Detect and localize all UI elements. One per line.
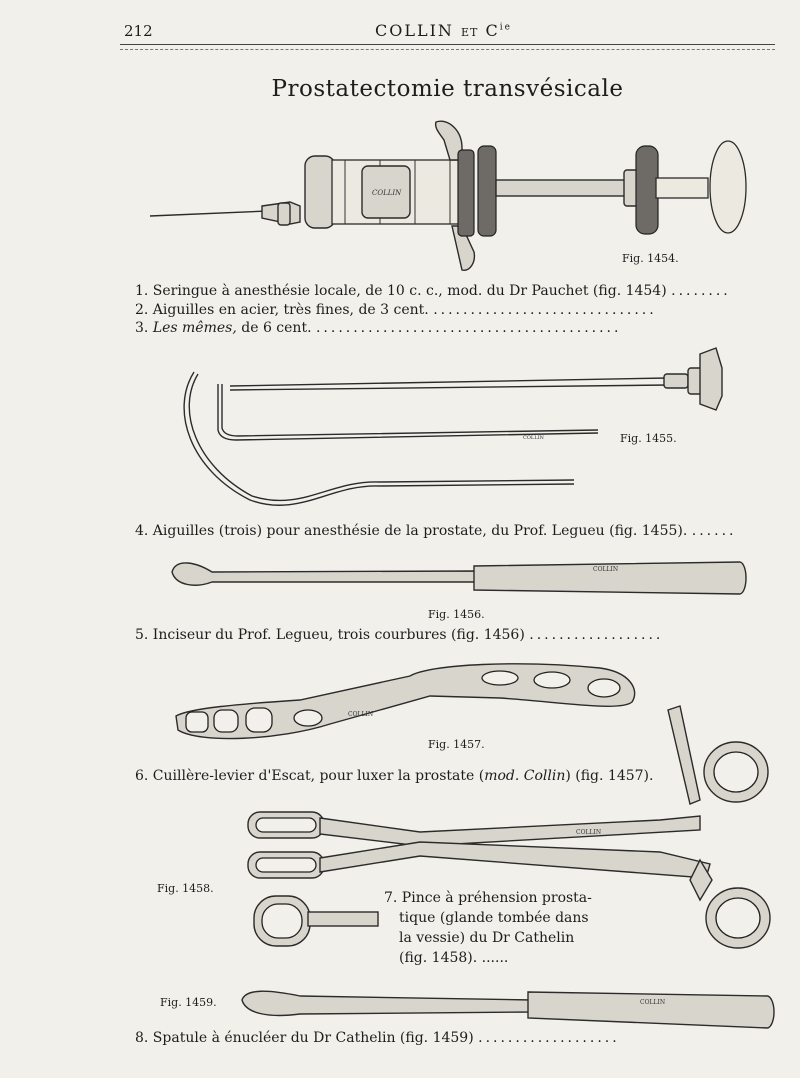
fig-1459-label: Fig. 1459. <box>160 996 217 1009</box>
item-5-text: 5. Inciseur du Prof. Legueu, trois courbures (fig. 1456) <box>135 627 525 643</box>
fig-1457-label: Fig. 1457. <box>428 738 485 751</box>
item-6-text-a: 6. Cuillère-levier d'Escat, pour luxer la prostate ( <box>135 768 485 784</box>
fig-1456-label: Fig. 1456. <box>428 608 485 621</box>
publisher-name: COLLIN <box>375 21 454 40</box>
item-7-line-4-text: (fig. 1458). <box>399 950 478 966</box>
item-7-line-3: la vessie) du Dr Cathelin <box>399 930 575 946</box>
item-4 <box>135 523 736 539</box>
publisher-co: C <box>485 21 500 40</box>
syringe-illustration <box>150 121 746 270</box>
syringe-mark: COLLIN <box>372 189 402 197</box>
item-7-line-4 <box>384 948 592 968</box>
spoon-mark: COLLIN <box>348 711 374 718</box>
fig-1455-label: Fig. 1455. <box>620 432 677 445</box>
forceps-mark: COLLIN <box>576 829 602 836</box>
item-2 <box>135 302 657 318</box>
spatula-illustration <box>242 991 774 1028</box>
item-5 <box>135 627 663 643</box>
item-7 <box>384 888 592 968</box>
item-3-num: 3. <box>135 320 149 336</box>
item-7-leader: ...... <box>481 950 509 966</box>
item-7-line-2: tique (glande tombée dans <box>399 910 589 926</box>
item-8-text: 8. Spatule à énucléer du Dr Cathelin (fig. 1459) <box>135 1030 474 1046</box>
item-8-leader: ................... <box>478 1030 620 1046</box>
page-title: Prostatectomie transvésicale <box>271 76 624 102</box>
item-6-em: mod. Collin <box>484 768 566 784</box>
publisher-co-sup: ie <box>499 22 512 33</box>
needle-mark: COLLIN <box>523 435 544 441</box>
item-6 <box>135 768 653 784</box>
fig-1458-label: Fig. 1458. <box>157 882 214 895</box>
spoon-lever-illustration <box>176 664 635 739</box>
item-2-leader: .............................. <box>433 302 657 318</box>
item-1 <box>135 283 731 299</box>
incisor-illustration <box>172 562 746 594</box>
item-3-em: Les mêmes, <box>152 320 237 336</box>
item-8 <box>135 1030 620 1046</box>
item-3-rest: de 6 cent. <box>241 320 312 336</box>
needles-illustration <box>184 348 722 505</box>
item-1-text: 1. Seringue à anesthésie locale, de 10 c. c., mod. du Dr Pauchet (fig. 1454) <box>135 283 667 299</box>
item-3 <box>135 320 621 336</box>
item-6-text-b: ) (fig. 1457). <box>565 768 654 784</box>
item-2-text: 2. Aiguilles en acier, très fines, de 3 cent. <box>135 302 429 318</box>
incisor-mark: COLLIN <box>593 566 619 573</box>
item-7-line-1: 7. Pince à préhension prosta- <box>384 890 592 906</box>
page-number: 212 <box>124 22 153 40</box>
fig-1454-label: Fig. 1454. <box>622 252 679 265</box>
item-4-text: 4. Aiguilles (trois) pour anesthésie de la prostate, du Prof. Legueu (fig. 1455). <box>135 523 688 539</box>
item-1-leader: ........ <box>671 283 731 299</box>
item-3-leader: ......................................... <box>315 320 622 336</box>
item-4-leader: ...... <box>691 523 737 539</box>
item-5-leader: .................. <box>529 627 664 643</box>
publisher-et: ET <box>461 26 479 39</box>
spatula-mark: COLLIN <box>640 999 666 1006</box>
